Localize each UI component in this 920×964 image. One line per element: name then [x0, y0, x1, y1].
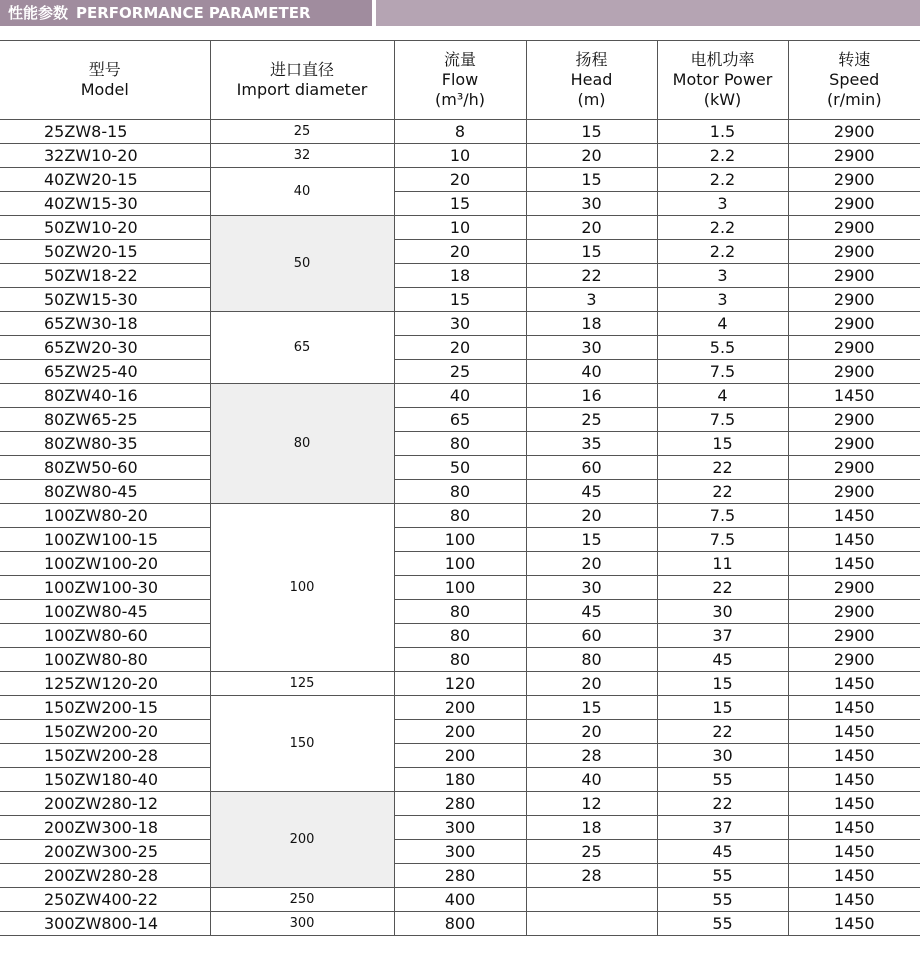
table-row: [0, 720, 920, 744]
model-cell: 32ZW10-20: [0, 144, 210, 168]
motor-power-cell: 11: [657, 552, 788, 576]
model-cell: 25ZW8-15: [0, 120, 210, 144]
head-cell: 15: [526, 168, 657, 192]
motor-power-cell: 3: [657, 264, 788, 288]
table-row: [0, 456, 920, 480]
model-cell: 65ZW20-30: [0, 336, 210, 360]
motor-power-cell: 30: [657, 600, 788, 624]
flow-cell: 65: [394, 408, 526, 432]
table-row: [0, 864, 920, 888]
table-row: [0, 336, 920, 360]
model-cell: 80ZW40-16: [0, 384, 210, 408]
flow-cell: 80: [394, 624, 526, 648]
flow-cell: 280: [394, 864, 526, 888]
flow-cell: 10: [394, 144, 526, 168]
table-row: [0, 432, 920, 456]
import-diameter-cell: 25: [210, 120, 394, 144]
header-en: Speed: [829, 70, 880, 89]
head-cell: 20: [526, 216, 657, 240]
flow-cell: 200: [394, 720, 526, 744]
model-cell: 100ZW80-20: [0, 504, 210, 528]
flow-cell: 50: [394, 456, 526, 480]
import-diameter-cell: 65: [210, 312, 394, 384]
head-cell: 60: [526, 456, 657, 480]
head-cell: 16: [526, 384, 657, 408]
table-row: [0, 648, 920, 672]
motor-power-cell: 3: [657, 288, 788, 312]
table-row: [0, 384, 920, 408]
head-cell: 15: [526, 120, 657, 144]
speed-cell: 2900: [788, 624, 920, 648]
header-cn: 流量: [443, 50, 476, 69]
model-cell: 80ZW65-25: [0, 408, 210, 432]
speed-cell: 1450: [788, 816, 920, 840]
model-cell: 200ZW300-18: [0, 816, 210, 840]
banner-title: [8, 0, 311, 26]
motor-power-cell: 37: [657, 816, 788, 840]
speed-cell: 2900: [788, 432, 920, 456]
speed-cell: 2900: [788, 408, 920, 432]
head-cell: 18: [526, 816, 657, 840]
model-cell: 40ZW15-30: [0, 192, 210, 216]
head-cell: 25: [526, 840, 657, 864]
head-cell: 22: [526, 264, 657, 288]
head-cell: [526, 912, 657, 936]
model-cell: 200ZW300-25: [0, 840, 210, 864]
motor-power-cell: 15: [657, 696, 788, 720]
flow-cell: 80: [394, 432, 526, 456]
table-row: [0, 600, 920, 624]
table-row: [0, 144, 920, 168]
table-header-row: [0, 41, 920, 120]
flow-cell: 20: [394, 336, 526, 360]
header-cn: 扬程: [575, 50, 608, 69]
flow-cell: 10: [394, 216, 526, 240]
head-cell: 20: [526, 504, 657, 528]
flow-cell: 400: [394, 888, 526, 912]
model-cell: 250ZW400-22: [0, 888, 210, 912]
header-model: [0, 41, 210, 120]
import-diameter-cell: 150: [210, 696, 394, 792]
table-row: [0, 912, 920, 936]
motor-power-cell: 22: [657, 720, 788, 744]
table-row: [0, 528, 920, 552]
model-cell: 150ZW200-15: [0, 696, 210, 720]
flow-cell: 100: [394, 576, 526, 600]
speed-cell: 2900: [788, 144, 920, 168]
header-en: Flow: [441, 70, 479, 89]
model-cell: 100ZW100-15: [0, 528, 210, 552]
speed-cell: 2900: [788, 648, 920, 672]
table-row: [0, 696, 920, 720]
flow-cell: 80: [394, 504, 526, 528]
banner-title-cn: 性能参数: [8, 4, 69, 22]
flow-cell: 280: [394, 792, 526, 816]
flow-cell: 25: [394, 360, 526, 384]
head-cell: 40: [526, 360, 657, 384]
model-cell: 80ZW50-60: [0, 456, 210, 480]
motor-power-cell: 37: [657, 624, 788, 648]
motor-power-cell: 22: [657, 792, 788, 816]
speed-cell: 2900: [788, 456, 920, 480]
table-row: [0, 216, 920, 240]
motor-power-cell: 22: [657, 456, 788, 480]
motor-power-cell: 45: [657, 648, 788, 672]
head-cell: 18: [526, 312, 657, 336]
speed-cell: 2900: [788, 360, 920, 384]
model-cell: 125ZW120-20: [0, 672, 210, 696]
header-speed: [788, 41, 920, 120]
head-cell: 20: [526, 672, 657, 696]
motor-power-cell: 7.5: [657, 360, 788, 384]
motor-power-cell: 15: [657, 432, 788, 456]
speed-cell: 1450: [788, 384, 920, 408]
header-unit: (kW): [703, 90, 742, 109]
flow-cell: 300: [394, 816, 526, 840]
motor-power-cell: 1.5: [657, 120, 788, 144]
speed-cell: 2900: [788, 576, 920, 600]
speed-cell: 1450: [788, 504, 920, 528]
motor-power-cell: 55: [657, 768, 788, 792]
head-cell: 12: [526, 792, 657, 816]
header-flow: [394, 41, 526, 120]
head-cell: 40: [526, 768, 657, 792]
flow-cell: 80: [394, 648, 526, 672]
flow-cell: 20: [394, 240, 526, 264]
flow-cell: 15: [394, 192, 526, 216]
table-row: [0, 768, 920, 792]
import-diameter-cell: 300: [210, 912, 394, 936]
head-cell: 45: [526, 480, 657, 504]
motor-power-cell: 55: [657, 888, 788, 912]
speed-cell: 2900: [788, 168, 920, 192]
model-cell: 50ZW15-30: [0, 288, 210, 312]
speed-cell: 2900: [788, 120, 920, 144]
model-cell: 50ZW20-15: [0, 240, 210, 264]
model-cell: 50ZW18-22: [0, 264, 210, 288]
header-cn: 电机功率: [690, 50, 755, 69]
model-cell: 80ZW80-35: [0, 432, 210, 456]
flow-cell: 8: [394, 120, 526, 144]
motor-power-cell: 7.5: [657, 528, 788, 552]
import-diameter-cell: 250: [210, 888, 394, 912]
import-diameter-cell: 80: [210, 384, 394, 504]
speed-cell: 2900: [788, 216, 920, 240]
head-cell: 30: [526, 336, 657, 360]
speed-cell: 2900: [788, 192, 920, 216]
speed-cell: 2900: [788, 336, 920, 360]
motor-power-cell: 2.2: [657, 216, 788, 240]
speed-cell: 1450: [788, 744, 920, 768]
table-row: [0, 840, 920, 864]
table-row: [0, 792, 920, 816]
head-cell: [526, 888, 657, 912]
banner-tail-bar: [376, 0, 920, 26]
motor-power-cell: 7.5: [657, 408, 788, 432]
motor-power-cell: 15: [657, 672, 788, 696]
speed-cell: 1450: [788, 864, 920, 888]
speed-cell: 1450: [788, 696, 920, 720]
motor-power-cell: 2.2: [657, 240, 788, 264]
speed-cell: 2900: [788, 480, 920, 504]
import-diameter-cell: 32: [210, 144, 394, 168]
flow-cell: 80: [394, 600, 526, 624]
speed-cell: 1450: [788, 840, 920, 864]
table-row: [0, 672, 920, 696]
head-cell: 80: [526, 648, 657, 672]
import-diameter-cell: 40: [210, 168, 394, 216]
flow-cell: 18: [394, 264, 526, 288]
motor-power-cell: 4: [657, 312, 788, 336]
speed-cell: 1450: [788, 720, 920, 744]
speed-cell: 1450: [788, 768, 920, 792]
model-cell: 80ZW80-45: [0, 480, 210, 504]
head-cell: 3: [526, 288, 657, 312]
head-cell: 30: [526, 576, 657, 600]
speed-cell: 1450: [788, 552, 920, 576]
model-cell: 200ZW280-28: [0, 864, 210, 888]
header-motor-power: [657, 41, 788, 120]
head-cell: 35: [526, 432, 657, 456]
table-row: [0, 744, 920, 768]
section-banner: [0, 0, 920, 26]
speed-cell: 2900: [788, 264, 920, 288]
flow-cell: 200: [394, 696, 526, 720]
flow-cell: 30: [394, 312, 526, 336]
table-row: [0, 888, 920, 912]
table-row: [0, 240, 920, 264]
header-cn: 进口直径: [269, 60, 334, 79]
head-cell: 20: [526, 552, 657, 576]
model-cell: 100ZW80-45: [0, 600, 210, 624]
speed-cell: 2900: [788, 288, 920, 312]
table-row: [0, 264, 920, 288]
head-cell: 28: [526, 744, 657, 768]
header-unit: (r/min): [826, 90, 882, 109]
table-row: [0, 408, 920, 432]
flow-cell: 20: [394, 168, 526, 192]
model-cell: 200ZW280-12: [0, 792, 210, 816]
flow-cell: 200: [394, 744, 526, 768]
speed-cell: 1450: [788, 888, 920, 912]
model-cell: 40ZW20-15: [0, 168, 210, 192]
motor-power-cell: 4: [657, 384, 788, 408]
head-cell: 30: [526, 192, 657, 216]
model-cell: 100ZW80-60: [0, 624, 210, 648]
table-row: [0, 312, 920, 336]
flow-cell: 15: [394, 288, 526, 312]
flow-cell: 40: [394, 384, 526, 408]
model-cell: 150ZW180-40: [0, 768, 210, 792]
import-diameter-cell: 100: [210, 504, 394, 672]
header-en: Model: [80, 80, 129, 99]
table-row: [0, 288, 920, 312]
model-cell: 65ZW30-18: [0, 312, 210, 336]
header-head: [526, 41, 657, 120]
motor-power-cell: 55: [657, 864, 788, 888]
table-row: [0, 504, 920, 528]
import-diameter-cell: 50: [210, 216, 394, 312]
table-row: [0, 552, 920, 576]
header-en: Head: [570, 70, 613, 89]
motor-power-cell: 2.2: [657, 168, 788, 192]
speed-cell: 1450: [788, 912, 920, 936]
model-cell: 300ZW800-14: [0, 912, 210, 936]
flow-cell: 80: [394, 480, 526, 504]
speed-cell: 1450: [788, 672, 920, 696]
model-cell: 150ZW200-20: [0, 720, 210, 744]
header-en: Import diameter: [236, 80, 368, 99]
header-en: Motor Power: [672, 70, 773, 89]
head-cell: 15: [526, 696, 657, 720]
table-row: [0, 576, 920, 600]
head-cell: 60: [526, 624, 657, 648]
speed-cell: 1450: [788, 792, 920, 816]
motor-power-cell: 22: [657, 576, 788, 600]
model-cell: 65ZW25-40: [0, 360, 210, 384]
table-row: [0, 360, 920, 384]
head-cell: 20: [526, 144, 657, 168]
flow-cell: 800: [394, 912, 526, 936]
flow-cell: 100: [394, 552, 526, 576]
motor-power-cell: 2.2: [657, 144, 788, 168]
motor-power-cell: 7.5: [657, 504, 788, 528]
header-cn: 转速: [838, 50, 871, 69]
head-cell: 15: [526, 240, 657, 264]
header-unit: (m³/h): [434, 90, 485, 109]
flow-cell: 120: [394, 672, 526, 696]
motor-power-cell: 30: [657, 744, 788, 768]
motor-power-cell: 5.5: [657, 336, 788, 360]
head-cell: 25: [526, 408, 657, 432]
motor-power-cell: 3: [657, 192, 788, 216]
speed-cell: 2900: [788, 240, 920, 264]
model-cell: 100ZW100-20: [0, 552, 210, 576]
motor-power-cell: 45: [657, 840, 788, 864]
table-row: [0, 816, 920, 840]
header-unit: (m): [577, 90, 606, 109]
speed-cell: 1450: [788, 528, 920, 552]
head-cell: 28: [526, 864, 657, 888]
model-cell: 50ZW10-20: [0, 216, 210, 240]
flow-cell: 300: [394, 840, 526, 864]
performance-table: [0, 40, 920, 936]
import-diameter-cell: 200: [210, 792, 394, 888]
head-cell: 45: [526, 600, 657, 624]
table-row: [0, 480, 920, 504]
speed-cell: 2900: [788, 312, 920, 336]
flow-cell: 100: [394, 528, 526, 552]
model-cell: 100ZW80-80: [0, 648, 210, 672]
table-body: [0, 120, 920, 936]
header-import-diameter: [210, 41, 394, 120]
table-row: [0, 192, 920, 216]
banner-title-en: PERFORMANCE PARAMETER: [76, 4, 311, 22]
flow-cell: 180: [394, 768, 526, 792]
model-cell: 150ZW200-28: [0, 744, 210, 768]
import-diameter-cell: 125: [210, 672, 394, 696]
head-cell: 20: [526, 720, 657, 744]
motor-power-cell: 22: [657, 480, 788, 504]
model-cell: 100ZW100-30: [0, 576, 210, 600]
header-cn: 型号: [88, 60, 121, 79]
motor-power-cell: 55: [657, 912, 788, 936]
table-row: [0, 168, 920, 192]
head-cell: 15: [526, 528, 657, 552]
table-row: [0, 624, 920, 648]
table-row: [0, 120, 920, 144]
speed-cell: 2900: [788, 600, 920, 624]
